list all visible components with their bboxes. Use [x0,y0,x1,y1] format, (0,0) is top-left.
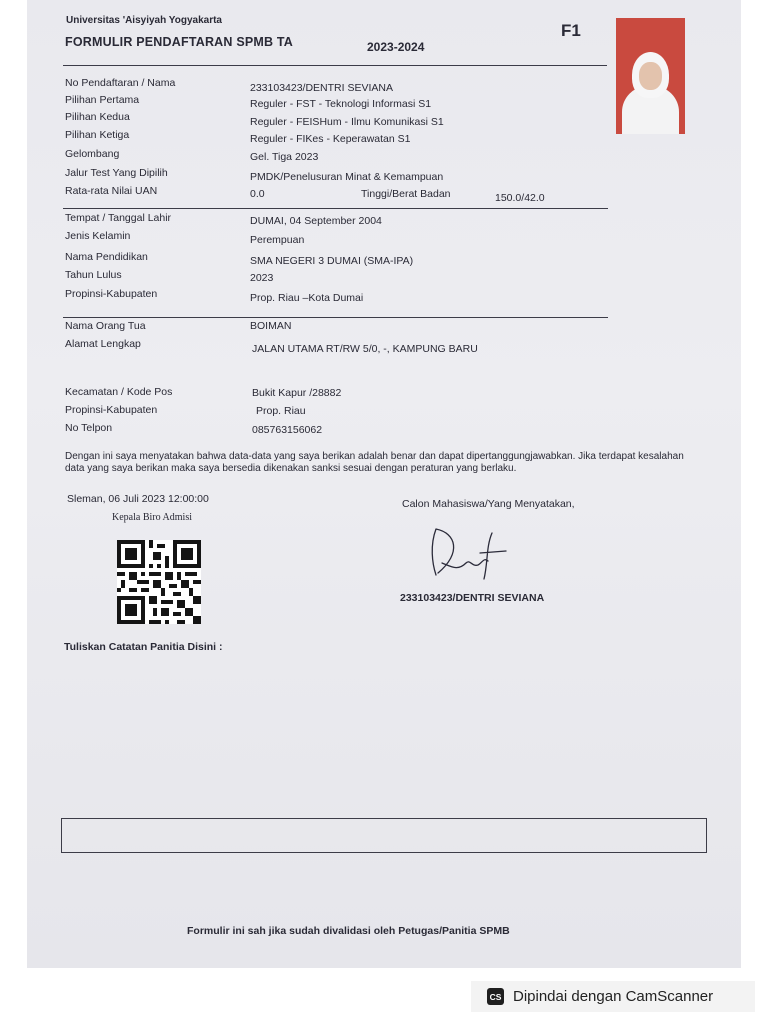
value-choice-2: Reguler - FEISHum - Ilmu Komunikasi S1 [250,116,444,128]
value-birth: DUMAI, 04 September 2004 [250,215,382,227]
value-choice-3: Reguler - FIKes - Keperawatan S1 [250,133,411,145]
label-birth: Tempat / Tanggal Lahir [65,212,172,224]
declaration-text: Dengan ini saya menyatakan bahwa data-data yang saya berikan adalah benar dan dapat dipertanggungjawabkan. Jika terdapat kesalahan data yang saya berikan maka saya bersedia dikenakan sanksi sesuai dengan peraturan yang berlaku. [65,451,684,474]
validity-note: Formulir ini sah jika sudah divalidasi oleh Petugas/Panitia SPMB [187,925,510,937]
label-district-postcode: Kecamatan / Kode Pos [65,386,173,398]
label-gender: Jenis Kelamin [65,230,131,242]
label-height-weight: Tinggi/Berat Badan [361,188,451,200]
divider-academic [63,208,608,209]
applicant-title: Calon Mahasiswa/Yang Menyatakan, [402,498,575,510]
value-registration: 233103423/DENTRI SEVIANA [250,82,393,94]
admin-title: Kepala Biro Admisi [112,512,192,523]
photo-face-shape [639,62,662,90]
applicant-signature [422,523,512,583]
form-code: F1 [561,21,581,40]
value-parent-name: BOIMAN [250,320,292,332]
value-test-path: PMDK/Penelusuran Minat & Kemampuan [250,171,444,183]
value-gender: Perempuan [250,234,305,246]
committee-notes-box [61,818,707,853]
value-graduation-year: 2023 [250,272,274,284]
value-school: SMA NEGERI 3 DUMAI (SMA-IPA) [250,255,414,267]
value-wave: Gel. Tiga 2023 [250,151,319,163]
label-school: Nama Pendidikan [65,251,148,263]
value-contact-province: Prop. Riau [256,405,306,417]
label-parent-name: Nama Orang Tua [65,320,146,332]
label-choice-1: Pilihan Pertama [65,94,140,106]
value-address: JALAN UTAMA RT/RW 5/0, -, KAMPUNG BARU [252,343,478,355]
camscanner-watermark [471,981,755,1012]
camscanner-logo-icon: CS [487,988,504,1005]
label-test-path: Jalur Test Yang Dipilih [65,167,168,179]
value-district-postcode: Bukit Kapur /28882 [252,387,342,399]
label-contact-province: Propinsi-Kabupaten [65,404,158,416]
label-uan-average: Rata-rata Nilai UAN [65,185,158,197]
notes-label: Tuliskan Catatan Panitia Disini : [64,641,223,653]
academic-year: 2023-2024 [367,40,425,54]
qr-code [117,540,201,624]
value-choice-1: Reguler - FST - Teknologi Informasi S1 [250,98,432,110]
label-choice-3: Pilihan Ketiga [65,129,130,141]
label-choice-2: Pilihan Kedua [65,111,130,123]
camscanner-text: Dipindai dengan CamScanner [513,988,714,1005]
value-height-weight: 150.0/42.0 [495,192,545,204]
applicant-photo [616,18,685,134]
label-registration: No Pendaftaran / Nama [65,77,176,89]
label-wave: Gelombang [65,148,120,160]
applicant-sign-name: 233103423/DENTRI SEVIANA [400,592,545,604]
label-phone: No Telpon [65,422,113,434]
divider-personal [63,317,608,318]
label-address: Alamat Lengkap [65,338,141,350]
sign-place-date: Sleman, 06 Juli 2023 12:00:00 [67,493,209,505]
value-phone: 085763156062 [252,424,323,436]
divider-top [63,65,607,66]
university-name: Universitas 'Aisyiyah Yogyakarta [66,15,222,26]
value-province-regency: Prop. Riau –Kota Dumai [250,292,364,304]
label-province-regency: Propinsi-Kabupaten [65,288,158,300]
value-uan-average: 0.0 [250,188,265,200]
form-title: FORMULIR PENDAFTARAN SPMB TA [65,35,294,49]
label-graduation-year: Tahun Lulus [65,269,122,281]
form-sheet [27,0,741,968]
